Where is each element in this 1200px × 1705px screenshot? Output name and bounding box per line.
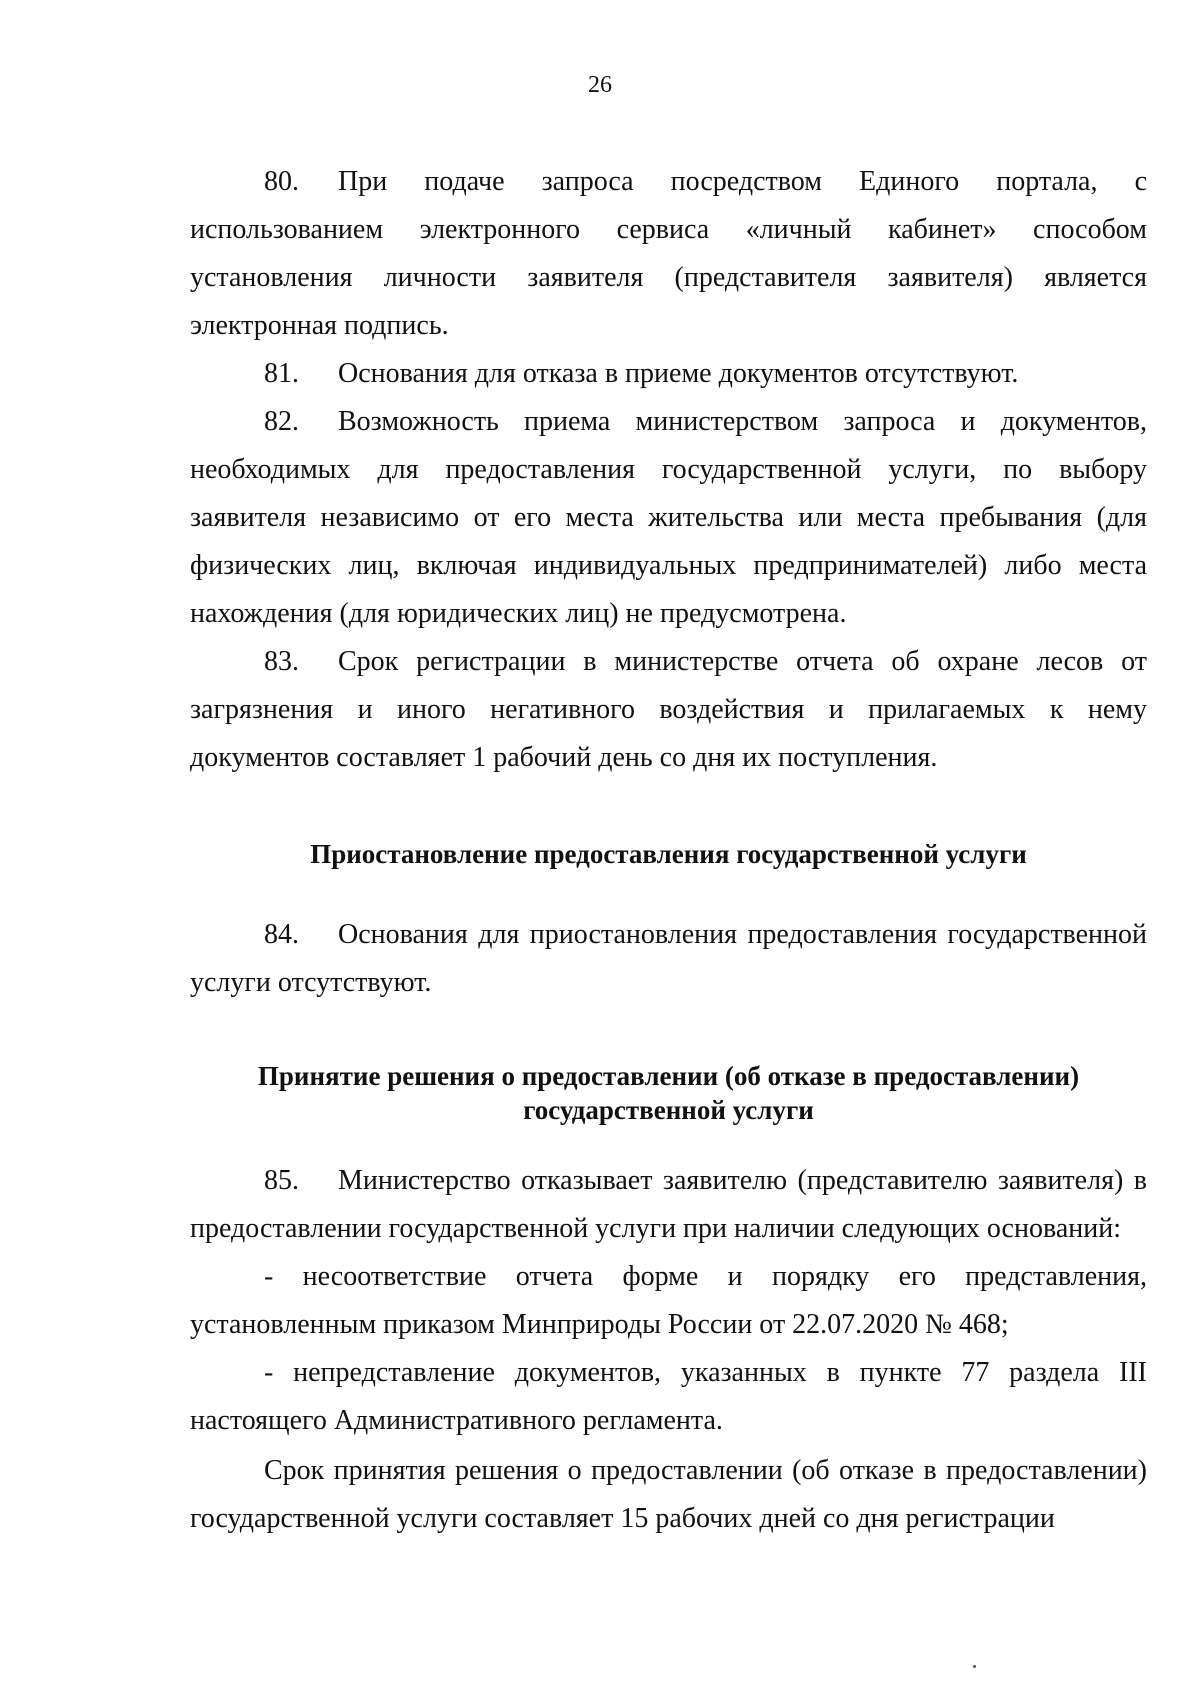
paragraph-text: Основания для приостановления предоставления государственной услуги отсутствуют.: [190, 919, 1147, 998]
bullet-item: - непредставление документов, указанных в пункте 77 раздела III настоящего Административного регламента.: [190, 1357, 1147, 1436]
item-number: 81.: [264, 358, 299, 389]
item-number: 83.: [264, 646, 299, 677]
paragraph-81: [190, 350, 1147, 398]
paragraph-text: Срок регистрации в министерстве отчета об охране лесов от загрязнения и иного негативного воздействия и прилагаемых к нему документов составляет 1 рабочий день со дня их поступления.: [190, 646, 1147, 773]
scan-speck: [973, 1665, 976, 1668]
paragraph-82: [190, 398, 1147, 638]
section-heading-decision: [190, 1059, 1147, 1127]
heading-line-2: государственной услуги: [523, 1095, 814, 1125]
section-heading-suspension: Приостановление предоставления государственной услуги: [310, 839, 1027, 869]
paragraph-80: [190, 158, 1147, 350]
paragraph-83: [190, 638, 1147, 782]
paragraph-text: Министерство отказывает заявителю (представителю заявителя) в предоставлении государственной услуги при наличии следующих оснований:: [190, 1165, 1147, 1244]
paragraph-84: [190, 911, 1147, 1007]
item-number: 82.: [264, 406, 299, 437]
paragraph-text: Основания для отказа в приеме документов отсутствуют.: [338, 358, 1019, 389]
item-number: 80.: [264, 166, 299, 197]
bullet-item: - несоответствие отчета форме и порядку его представления, установленным приказом Минприроды России от 22.07.2020 № 468;: [190, 1261, 1147, 1340]
heading-line-1: Принятие решения о предоставлении (об отказе в предоставлении): [257, 1061, 1080, 1091]
item-number: 84.: [264, 919, 299, 950]
paragraph-text: Возможность приема министерством запроса и документов, необходимых для предоставления государственной услуги, по выбору заявителя независимо от его места жительства или места пребывания (для физических лиц, включая индивидуальных предпринимателей) либо места нахождения (для юридических лиц) не предусмотрена.: [190, 406, 1147, 629]
paragraph-85: [190, 1157, 1147, 1253]
closing-paragraph: Срок принятия решения о предоставлении (об отказе в предоставлении) государственной услуги составляет 15 рабочих дней со дня регистрации: [190, 1455, 1147, 1534]
item-number: 85.: [264, 1165, 299, 1196]
page-number: 26: [588, 72, 612, 98]
document-body: [190, 158, 1147, 1543]
paragraph-text: При подаче запроса посредством Единого портала, с использованием электронного сервиса «личный кабинет» способом установления личности заявителя (представителя заявителя) является электронная подпись.: [190, 166, 1147, 341]
